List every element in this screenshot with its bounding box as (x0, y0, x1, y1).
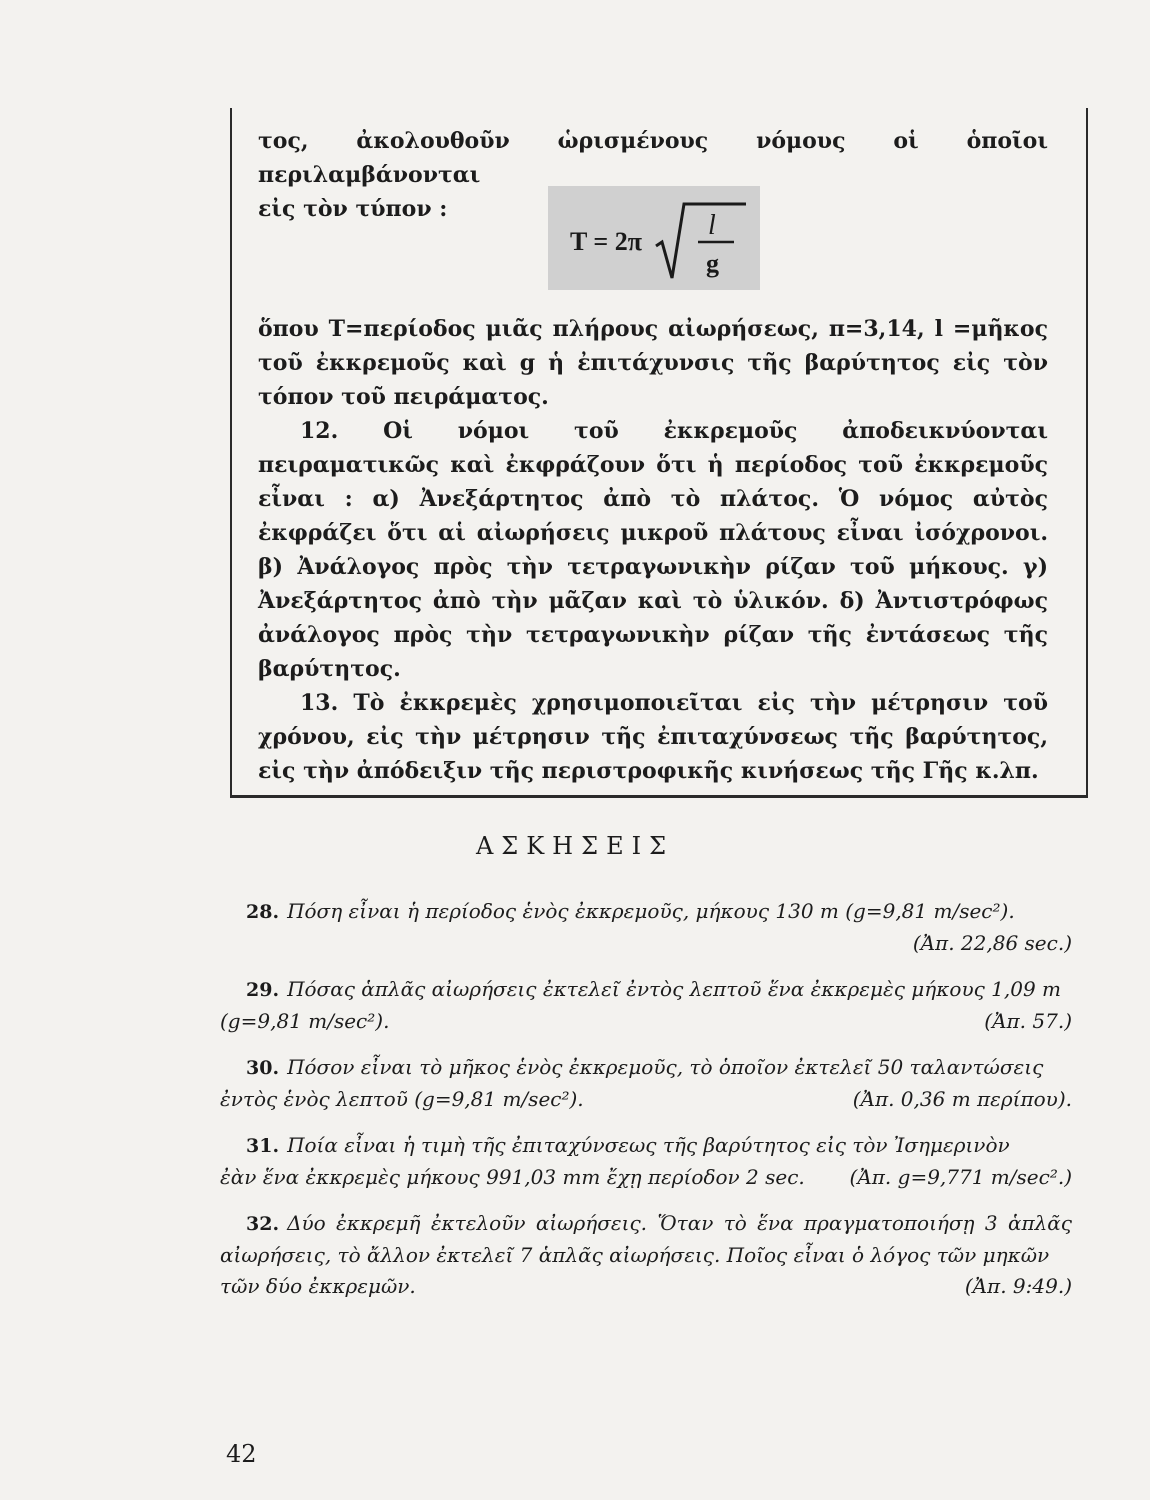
paragraph-12: 12. Οἱ νόμοι τοῦ ἐκκρεμοῦς ἀποδεικνύονται πειραματικῶς καὶ ἐκφράζουν ὅτι ἡ περίοδος τοῦ ἐκκρεμοῦς εἶναι : α) Ἀνεξάρτητος ἀπὸ τὸ πλάτος. Ὁ νόμος αὐτὸς ἐκφράζει ὅτι αἱ αἰωρήσεις μικροῦ πλάτους εἶναι ἰσόχρονοι. β) Ἀνάλογος πρὸς τὴν τετραγωνικὴν ρίζαν τοῦ μήκους. γ) Ἀνεξάρτητος ἀπὸ τὴν μᾶζαν καὶ τὸ ὑλικόν. δ) Ἀντιστρόφως ἀνάλογος πρὸς τὴν τετραγωνικὴν ρίζαν τῆς ἐντάσεως τῆς βαρύτητος. (258, 418, 1048, 682)
exercise-number: 28. (246, 901, 280, 923)
exercise-text: Δύο ἐκκρεμῆ ἐκτελοῦν αἰωρήσεις. Ὅταν τὸ ἕνα πραγματοποιήσῃ 3 ἁπλᾶς αἰωρήσεις, τὸ ἄλλον ἐκτελεῖ 7 ἁπλᾶς αἰωρήσεις. Ποῖος εἶναι ὁ λόγος τῶν μηκῶν (220, 1211, 1072, 1267)
exercise-answer: (Ἀπ. 9:49.) (964, 1274, 1072, 1298)
exercise-number: 32. (246, 1213, 280, 1235)
paragraph-13: 13. Τὸ ἐκκρεμὲς χρησιμοποιεῖται εἰς τὴν μέτρησιν τοῦ χρόνου, εἰς τὴν μέτρησιν τῆς ἐπιταχύνσεως τῆς βαρύτητος, εἰς τὴν ἀπόδειξιν τῆς περιστροφικῆς κινήσεως τῆς Γῆς κ.λπ. (258, 690, 1048, 784)
exercise-number: 30. (246, 1057, 280, 1079)
exercise-text-tail: (g=9,81 m/sec²). (220, 1009, 390, 1033)
exercise-item (220, 1052, 1072, 1115)
exercise-number: 31. (246, 1135, 280, 1157)
formula-denominator: g (706, 249, 719, 278)
formula-numerator: l (708, 210, 716, 241)
exercise-number: 29. (246, 979, 280, 1001)
intro-line-1: τος, ἀκολουθοῦν ὡρισμένους νόμους οἱ ὁποῖοι περιλαμβάνονται (258, 128, 1048, 188)
exercise-item (220, 974, 1072, 1037)
exercises-list (220, 896, 1072, 1317)
exercise-answer: (Ἀπ. g=9,771 m/sec².) (849, 1165, 1072, 1189)
exercise-text-tail: ἐντὸς ἑνὸς λεπτοῦ (g=9,81 m/sec²). (220, 1087, 584, 1111)
exercise-answer: (Ἀπ. 22,86 sec.) (912, 931, 1072, 955)
exercise-text-tail: ἐὰν ἕνα ἐκκρεμὲς μήκους 991,03 mm ἔχῃ περίοδον 2 sec. (220, 1165, 805, 1189)
exercise-answer: (Ἀπ. 57.) (984, 1009, 1072, 1033)
exercise-item (220, 896, 1072, 959)
exercises-heading: ΑΣΚΗΣΕΙΣ (475, 832, 675, 860)
exercise-text: Πόση εἶναι ἡ περίοδος ἑνὸς ἐκκρεμοῦς, μήκους 130 m (g=9,81 m/sec²). (287, 899, 1015, 923)
exercise-item (220, 1208, 1072, 1302)
intro-line-2: εἰς τὸν τύπον : (258, 196, 448, 222)
exercise-text: Πόσον εἶναι τὸ μῆκος ἑνὸς ἐκκρεμοῦς, τὸ ὁποῖον ἐκτελεῖ 50 ταλαντώσεις (287, 1055, 1044, 1079)
formula-graphic (548, 186, 760, 290)
exercise-text: Ποία εἶναι ἡ τιμὴ τῆς ἐπιταχύνσεως τῆς βαρύτητος εἰς τὸν Ἰσημερινὸν (287, 1133, 1010, 1157)
exercise-text: Πόσας ἁπλᾶς αἰωρήσεις ἐκτελεῖ ἐντὸς λεπτοῦ ἕνα ἐκκρεμὲς μήκους 1,09 m (287, 977, 1062, 1001)
pendulum-formula (548, 186, 760, 290)
exercise-text-tail: τῶν δύο ἐκκρεμῶν. (220, 1274, 416, 1298)
theory-body (258, 312, 1048, 788)
formula-lhs: T = 2π (570, 227, 642, 256)
formula-explanation: ὅπου T=περίοδος μιᾶς πλήρους αἰωρήσεως, π=3,14, l =μῆκος τοῦ ἐκκρεμοῦς καὶ g ἡ ἐπιτάχυνσις τῆς βαρύτητος εἰς τὸν τόπον τοῦ πειράματος. (258, 316, 1048, 410)
page-number: 42 (226, 1440, 257, 1468)
exercise-item (220, 1130, 1072, 1193)
exercise-answer: (Ἀπ. 0,36 m περίπου). (852, 1087, 1072, 1111)
